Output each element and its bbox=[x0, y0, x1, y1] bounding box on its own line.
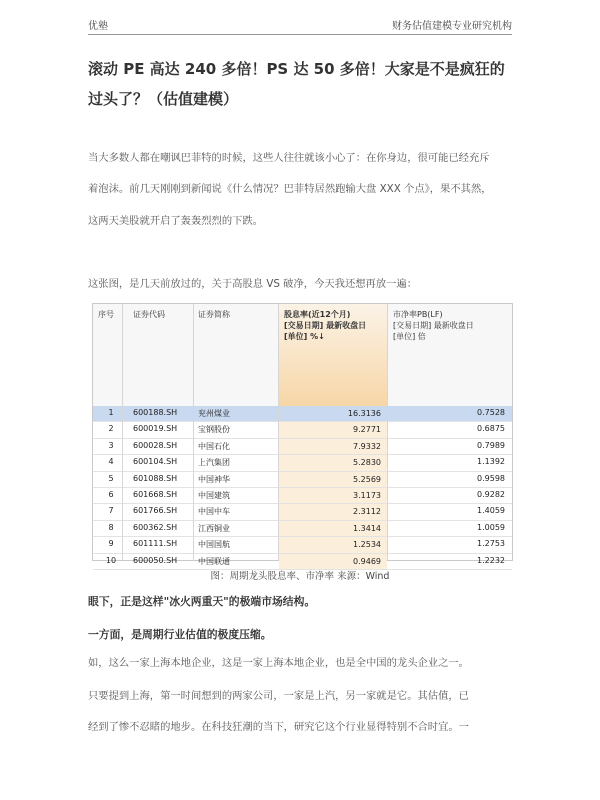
paragraph-1-line-1: 当大多数人都在嘲讽巴菲特的时候，这些人往往就该小心了：在你身边，很可能已经充斥 bbox=[88, 152, 490, 164]
cell-dividend: 16.3136 bbox=[279, 406, 387, 421]
cell-name: 中国中车 bbox=[198, 507, 230, 517]
cell-dividend: 7.9332 bbox=[279, 439, 387, 454]
cell-code: 600028.SH bbox=[133, 440, 178, 450]
cell-pb: 0.6875 bbox=[477, 424, 505, 434]
figure-caption: 图：周期龙头股息率、市净率 来源：Wind bbox=[210, 571, 390, 582]
stock-table bbox=[92, 303, 513, 566]
header-div-line-2: [交易日期] 最新收盘日 bbox=[284, 321, 367, 330]
column-divider bbox=[278, 304, 279, 560]
cell-dividend: 1.2534 bbox=[279, 537, 387, 552]
cell-name: 中国神华 bbox=[198, 474, 230, 484]
cell-idx: 5 bbox=[108, 473, 114, 483]
cell-code: 600019.SH bbox=[133, 424, 178, 434]
header-div-line-1: 股息率(近12个月) bbox=[284, 310, 351, 319]
cell-code: 600362.SH bbox=[133, 522, 178, 532]
org-tagline: 财务估值建模专业研究机构 bbox=[392, 21, 512, 32]
cell-pb: 1.2232 bbox=[477, 555, 505, 565]
cell-code: 601111.SH bbox=[133, 539, 178, 549]
table-row[interactable] bbox=[93, 521, 512, 537]
cell-code: 600188.SH bbox=[133, 408, 178, 417]
cell-name: 上汽集团 bbox=[198, 458, 230, 468]
cell-dividend: 2.3112 bbox=[279, 504, 387, 519]
header-dividend-yield bbox=[279, 304, 387, 406]
column-divider bbox=[193, 304, 194, 560]
cell-idx: 3 bbox=[108, 440, 114, 450]
cell-dividend: 1.3414 bbox=[279, 521, 387, 536]
header-pb-line-3: [单位] 倍 bbox=[393, 332, 426, 341]
cell-idx: 1 bbox=[108, 408, 114, 417]
paragraph-1-line-3: 这两天美股就开启了轰轰烈烈的下跌。 bbox=[88, 215, 264, 227]
cell-dividend: 9.2771 bbox=[279, 422, 387, 437]
cell-code: 601766.SH bbox=[133, 506, 178, 516]
cell-name: 江西铜业 bbox=[198, 523, 230, 533]
article-title: 滚动 PE 高达 240 多倍！PS 达 50 多倍！大家是不是疯狂的过头了？（估值建模） bbox=[88, 60, 505, 108]
page-header bbox=[88, 14, 512, 35]
cell-pb: 1.0059 bbox=[477, 522, 505, 532]
cell-name: 中国石化 bbox=[198, 441, 230, 451]
table-row[interactable] bbox=[93, 537, 512, 553]
table-header bbox=[93, 304, 512, 407]
paragraph-3-line-1: 如，这么一家上海本地企业，这是一家上海本地企业，也是全中国的龙头企业之一。 bbox=[88, 657, 469, 669]
cell-pb: 1.2753 bbox=[477, 539, 505, 549]
paragraph-3-line-3: 经到了惨不忍睹的地步。在科技狂潮的当下，研究它这个行业显得特别不合时宜。一 bbox=[88, 721, 469, 733]
table-row[interactable] bbox=[93, 439, 512, 455]
table-body bbox=[93, 406, 512, 570]
cell-code: 601088.SH bbox=[133, 473, 178, 483]
cell-pb: 1.1392 bbox=[477, 457, 505, 467]
cell-idx: 4 bbox=[108, 457, 114, 467]
header-code: 证券代码 bbox=[133, 310, 165, 319]
paragraph-3-line-2: 只要提到上海，第一时间想到的两家公司，一家是上汽，另一家就是它。其估值，已 bbox=[88, 690, 469, 702]
cell-name: 中国建筑 bbox=[198, 490, 230, 500]
emphasis-line-2: 一方面，是周期行业估值的极度压缩。 bbox=[88, 628, 272, 641]
cell-name: 宝钢股份 bbox=[198, 425, 230, 435]
paragraph-1-line-2: 着泡沫。前几天刚刚到新闻说《什么情况？巴菲特居然跑输大盘 XXX 个点》，果不其然， bbox=[88, 183, 492, 195]
table-row[interactable] bbox=[93, 504, 512, 520]
cell-idx: 8 bbox=[108, 522, 114, 532]
cell-code: 600104.SH bbox=[133, 457, 178, 467]
column-divider bbox=[122, 304, 123, 560]
header-pb-line-1: 市净率PB(LF) bbox=[393, 310, 443, 319]
cell-pb: 0.7528 bbox=[477, 408, 505, 417]
table-row[interactable] bbox=[93, 455, 512, 471]
cell-pb: 0.7989 bbox=[477, 440, 505, 450]
table-row[interactable] bbox=[93, 422, 512, 438]
header-pb-line-2: [交易日期] 最新收盘日 bbox=[393, 321, 474, 330]
header-div-line-3: [单位] %↓ bbox=[284, 332, 325, 341]
table-row[interactable] bbox=[93, 472, 512, 488]
cell-pb: 0.9598 bbox=[477, 473, 505, 483]
cell-dividend: 0.9469 bbox=[279, 554, 387, 569]
table-row[interactable] bbox=[93, 406, 512, 422]
header-idx: 序号 bbox=[98, 310, 114, 319]
cell-name: 兖州煤业 bbox=[198, 409, 230, 418]
cell-name: 中国国航 bbox=[198, 540, 230, 550]
cell-idx: 6 bbox=[108, 489, 114, 499]
cell-dividend: 5.2830 bbox=[279, 455, 387, 470]
cell-name: 中国联通 bbox=[198, 556, 230, 566]
brand-name: 优塾 bbox=[88, 21, 108, 32]
cell-pb: 1.4059 bbox=[477, 506, 505, 516]
paragraph-2: 这张图，是几天前放过的，关于高股息 VS 破净，今天我还想再放一遍： bbox=[88, 278, 418, 290]
cell-idx: 2 bbox=[108, 424, 114, 434]
cell-idx: 9 bbox=[108, 539, 114, 549]
column-divider bbox=[387, 304, 388, 560]
cell-idx: 10 bbox=[105, 555, 117, 565]
cell-code: 600050.SH bbox=[133, 555, 178, 565]
cell-idx: 7 bbox=[108, 506, 114, 516]
cell-pb: 0.9282 bbox=[477, 489, 505, 499]
cell-dividend: 5.2569 bbox=[279, 472, 387, 487]
header-pb bbox=[393, 309, 474, 342]
cell-dividend: 3.1173 bbox=[279, 488, 387, 503]
cell-code: 601668.SH bbox=[133, 489, 178, 499]
table-row[interactable] bbox=[93, 488, 512, 504]
header-name: 证券简称 bbox=[198, 310, 230, 319]
emphasis-line-1: 眼下，正是这样"冰火两重天"的极端市场结构。 bbox=[88, 595, 316, 608]
